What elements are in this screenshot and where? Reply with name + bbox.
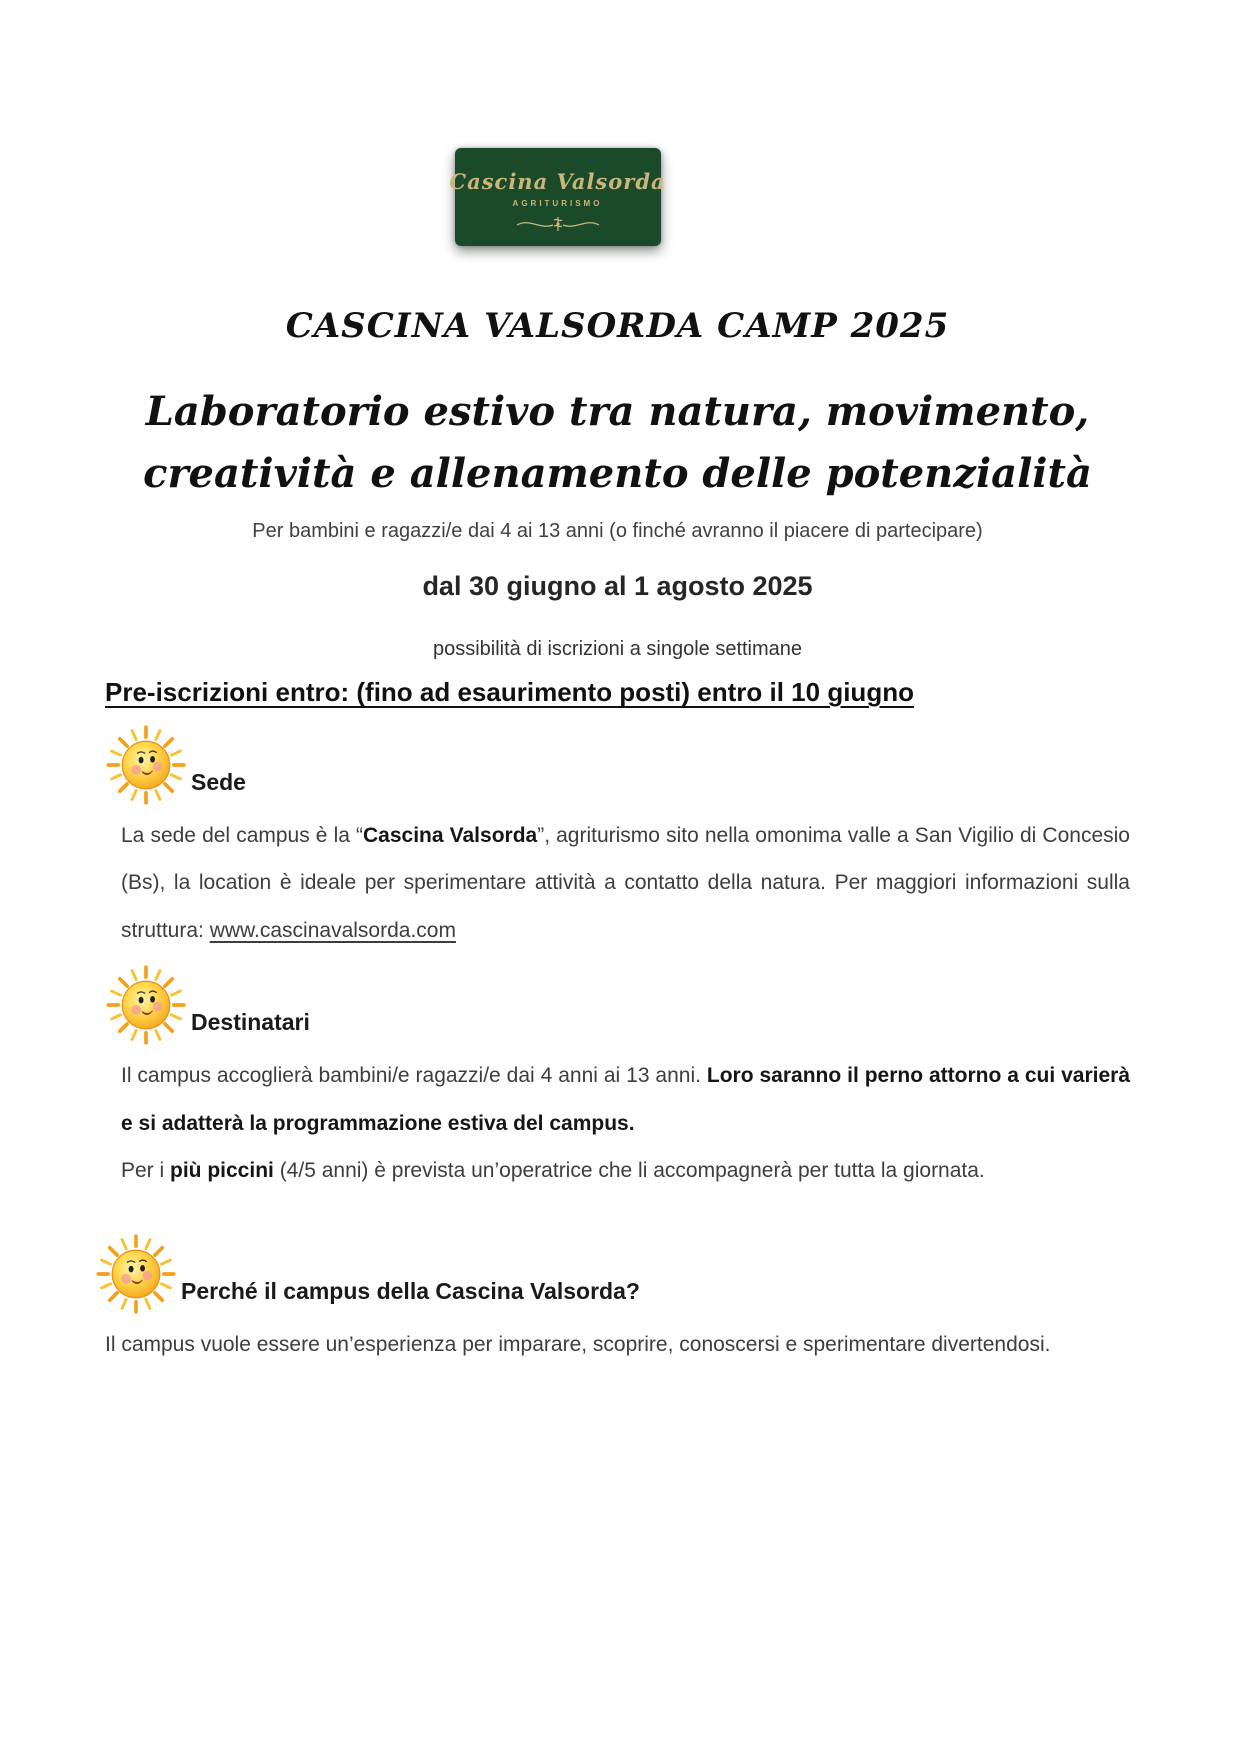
section-destinatari — [105, 964, 1130, 1194]
paragraph — [105, 1321, 1130, 1368]
text-run: Il campus accoglierà bambini/e ragazzi/e dai 4 anni ai 13 anni. — [121, 1064, 707, 1088]
section-head — [105, 964, 1130, 1046]
dates-line: dal 30 giugno al 1 agosto 2025 — [422, 571, 813, 601]
text-run: Loro saranno il perno attorno a cui varierà e si adatterà la programmazione estiva del campus. — [121, 1064, 1131, 1135]
paragraph — [121, 812, 1130, 954]
section-head — [105, 1233, 1130, 1315]
sun-icon — [105, 724, 187, 806]
paragraph — [121, 1147, 1130, 1194]
section-body-destinatari — [121, 1052, 1130, 1194]
logo-subtitle: AGRITURISMO — [512, 198, 603, 208]
text-run: Per i — [121, 1159, 171, 1183]
subtitle-line-1: Laboratorio estivo tra natura, movimento, — [145, 388, 1090, 435]
flourish-ornament — [513, 214, 603, 234]
section-perche — [105, 1233, 1130, 1368]
text-run: (4/5 anni) è prevista un’operatrice che li accompagnerà per tutta la giornata. — [273, 1159, 985, 1183]
page-title: CASCINA VALSORDA CAMP 2025 — [285, 306, 950, 346]
section-sede — [105, 724, 1130, 954]
weeks-note: possibilità di iscrizioni a singole settimane — [432, 638, 803, 660]
section-body-sede — [121, 812, 1130, 954]
text-run: più piccini — [170, 1159, 274, 1183]
text-run: ”, agriturismo sito nella omonima valle a San Vigilio di Concesio (Bs), la location è ideale per sperimentare attività a contatto della natura. Per maggiori informazioni sulla struttura: — [121, 824, 1130, 942]
paragraph — [121, 1052, 1130, 1147]
text-run: Cascina Valsorda — [363, 824, 538, 847]
logo-name: Cascina Valsorda — [449, 168, 666, 194]
section-title-perche: Perché il campus della Cascina Valsorda? — [181, 1277, 640, 1304]
deadline-heading: Pre-iscrizioni entro: (fino ad esaurimento posti) entro il 10 giugno — [105, 677, 914, 707]
cascina-valsorda-logo — [449, 148, 666, 246]
section-title-sede: Sede — [191, 769, 246, 795]
section-body-perche — [105, 1321, 1130, 1368]
sun-icon — [105, 964, 187, 1046]
subtitle-line-2: creatività e allenamento delle potenzialità — [143, 450, 1092, 497]
text-run: La sede del campus è la “ — [121, 824, 364, 847]
section-head — [105, 724, 1130, 806]
audience-line: Per bambini e ragazzi/e dai 4 ai 13 anni (o finché avranno il piacere di partecipare) — [252, 520, 983, 542]
logo-wrap — [45, 148, 1070, 246]
sun-icon — [95, 1233, 177, 1315]
website-link[interactable]: www.cascinavalsorda.com — [209, 918, 456, 942]
section-title-destinatari: Destinatari — [191, 1009, 310, 1036]
text-run: Il campus vuole essere un’esperienza per imparare, scoprire, conoscersi e sperimentare divertendosi. — [105, 1332, 1051, 1356]
